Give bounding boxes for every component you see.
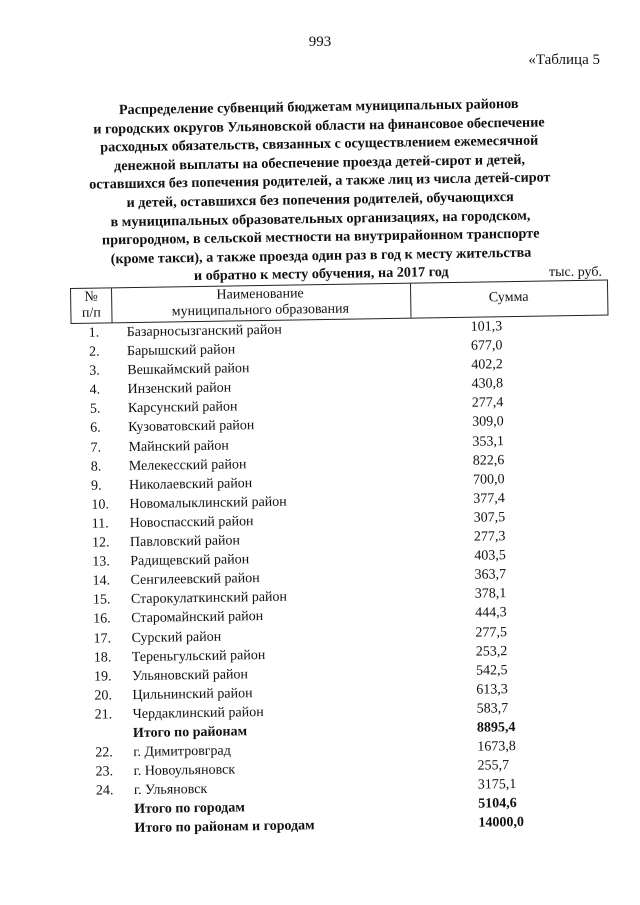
row-name: Майнский район [128, 438, 229, 455]
row-value: 353,1 [472, 433, 505, 450]
row-number: 8. [90, 459, 102, 475]
row-name: Итого по районам и городам [134, 818, 315, 837]
row-value: 363,7 [474, 567, 507, 583]
row-value: 613,3 [476, 681, 508, 698]
row-number: 19. [93, 669, 112, 685]
header-number [70, 288, 113, 323]
row-value: 5104,6 [478, 796, 517, 812]
row-name: Инзенский район [127, 380, 232, 398]
row-number: 13. [92, 554, 110, 570]
units-label: тыс. руб. [549, 265, 602, 280]
title-line: оставшихся без попечения родителей, а также лиц из числа детей-сирот [89, 169, 551, 193]
row-value: 309,0 [472, 414, 504, 431]
subvention-table [70, 280, 617, 840]
row-name: Итого по районам [132, 724, 248, 742]
row-number: 6. [90, 421, 101, 437]
row-name: Сурский район [131, 629, 222, 646]
header-sum: Сумма [410, 281, 609, 318]
row-number: 2. [88, 344, 100, 360]
row-value: 277,3 [473, 529, 506, 545]
row-value: 277,4 [471, 395, 504, 412]
row-value: 8895,4 [476, 720, 516, 736]
row-name: Чердаклинский район [132, 704, 264, 722]
row-name: Барышский район [126, 342, 236, 360]
row-name: Николаевский район [128, 475, 253, 493]
row-value: 677,0 [470, 338, 503, 354]
header-number-line2: п/п [81, 305, 101, 321]
row-number: 20. [94, 688, 113, 704]
header-name [110, 284, 411, 323]
title-line: расходных обязательств, связанных с осуществлением ежемесячной [100, 132, 539, 156]
row-number: 18. [93, 649, 112, 666]
row-value: 700,0 [472, 471, 505, 488]
row-value: 430,8 [471, 376, 504, 392]
row-number: 14. [92, 573, 111, 589]
row-name: Кузоватовский район [128, 418, 255, 436]
row-value: 822,6 [472, 452, 505, 469]
row-number: 12. [91, 535, 110, 551]
row-number: 9. [90, 478, 102, 494]
row-name: г. Новоульяновск [133, 762, 236, 780]
row-name: г. Димитровград [133, 743, 231, 761]
title-line: (кроме такси), а также проезда один раз в год к месту жительства [110, 244, 532, 268]
row-value: 3175,1 [477, 777, 517, 793]
row-value: 378,1 [474, 586, 507, 602]
row-name: Павловский район [129, 533, 241, 551]
document-title [69, 94, 572, 288]
row-name: Тереньгульский район [131, 647, 266, 665]
row-number: 21. [94, 707, 113, 723]
row-number: 1. [88, 325, 100, 341]
row-name: Старокулаткинский район [130, 589, 288, 608]
row-number: 22. [95, 745, 113, 761]
header-name-line2: муниципального образования [171, 301, 350, 320]
row-name: Новоспасский район [129, 514, 254, 532]
row-number: 7. [90, 440, 102, 456]
header-name-line1: Наименование [216, 286, 304, 303]
row-name: Сенгилеевский район [130, 571, 260, 589]
row-value: 1673,8 [477, 739, 516, 755]
row-name: Вешкаймский район [127, 361, 250, 379]
title-line: пригородном, в сельской местности на внутрирайонном транспорте [101, 225, 540, 249]
row-name: Старомайнский район [131, 609, 264, 627]
row-value: 253,2 [475, 643, 508, 660]
row-value: 277,5 [475, 624, 508, 641]
row-value: 307,5 [473, 510, 506, 526]
row-number: 5. [89, 401, 101, 418]
row-value: 377,4 [473, 491, 505, 507]
row-value: 255,7 [477, 758, 510, 774]
row-value: 583,7 [476, 701, 509, 717]
row-number: 4. [89, 382, 101, 398]
row-name: Цильнинский район [132, 685, 253, 703]
header-number-line1: № [84, 289, 98, 305]
row-name: г. Ульяновск [133, 782, 208, 799]
table-label: «Таблица 5 [528, 52, 600, 68]
row-value: 403,5 [474, 548, 506, 564]
title-line: в муниципальных образовательных организациях, на городском, [110, 207, 531, 230]
row-name: Мелекесский район [128, 456, 247, 474]
row-value: 101,3 [470, 319, 503, 335]
row-number: 17. [93, 630, 112, 647]
title-line: и городских округов Ульяновской области на финансовое обеспечение [93, 114, 545, 138]
row-value: 402,2 [471, 357, 503, 373]
title-line: Распределение субвенций бюджетам муниципальных районов [118, 95, 519, 119]
row-value: 542,5 [475, 662, 508, 679]
row-value: 444,3 [475, 605, 507, 622]
row-number: 10. [91, 497, 110, 513]
page-number: 993 [308, 34, 332, 50]
row-number: 23. [95, 764, 114, 780]
row-number: 16. [93, 611, 111, 628]
title-line: и обратно к месту обучения, на 2017 год [193, 264, 449, 285]
row-name: Радищевский район [130, 552, 250, 570]
row-number: 24. [95, 783, 114, 799]
title-line: и детей, оставшихся без попечения родителей, обучающихся [126, 188, 514, 212]
title-line: денежной выплаты на обеспечение проезда детей-сирот и детей, [113, 151, 526, 175]
row-number: 11. [91, 516, 109, 532]
row-number: 3. [89, 363, 100, 379]
row-name: Базарносызганский район [126, 322, 282, 341]
row-name: Ульяновский район [131, 666, 249, 684]
row-name: Новомалыклинский район [129, 494, 287, 512]
table-body [71, 316, 617, 840]
row-number: 15. [92, 592, 111, 608]
row-name: Итого по городам [134, 800, 245, 818]
row-name: Карсунский район [127, 399, 238, 417]
row-value: 14000,0 [478, 815, 525, 832]
